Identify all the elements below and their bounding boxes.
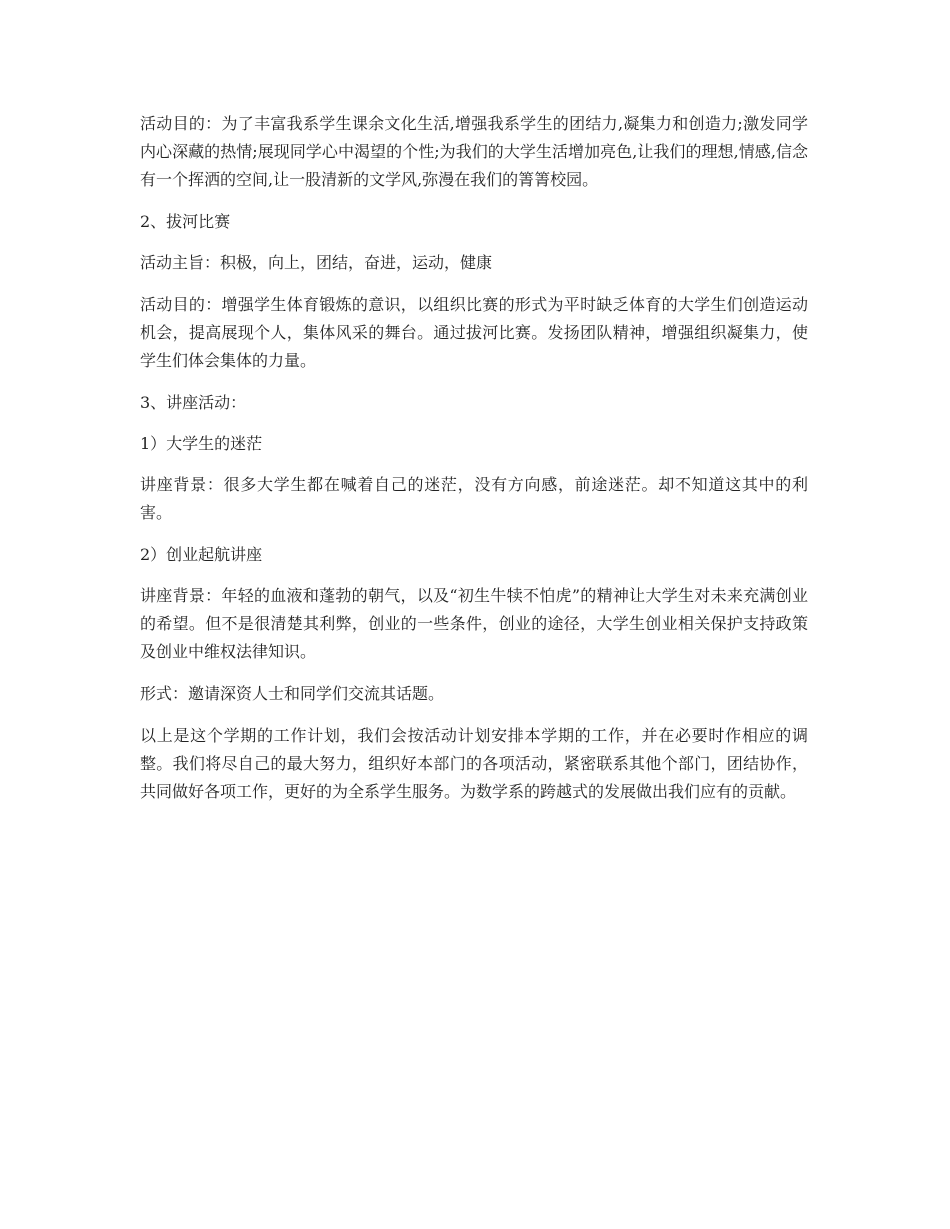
paragraph-activity-purpose-culture: 活动目的：为了丰富我系学生课余文化生活,增强我系学生的团结力,凝集力和创造力;激发同学内心深藏的热情;展现同学心中渴望的个性;为我们的大学生活增加亮色,让我们的理想,情感,信念有一个挥洒的空间,让一股清新的文学风,弥漫在我们的箐箐校园。 (140, 114, 808, 189)
paragraph-format: 形式：邀请深资人士和同学们交流其话题。 (140, 684, 445, 703)
heading-entrepreneurship-lecture: 2）创业起航讲座 (140, 545, 263, 564)
paragraph-activity-purpose-sports: 活动目的：增强学生体育锻炼的意识，以组织比赛的形式为平时缺乏体育的大学生们创造运动机会，提高展现个人，集体风采的舞台。通过拔河比赛。发扬团队精神，增强组织凝集力，使学生们体会集体的力量。 (140, 295, 808, 370)
document-body (140, 110, 808, 820)
paragraph-lecture-background-entrepreneurship: 讲座背景：年轻的血液和蓬勃的朝气，以及“初生牛犊不怕虎”的精神让大学生对未来充满创业的希望。但不是很清楚其利弊，创业的一些条件，创业的途径，大学生创业相关保护支持政策及创业中维权法律知识。 (140, 586, 808, 661)
heading-student-confusion: 1）大学生的迷茫 (140, 434, 263, 453)
paragraph-lecture-background-confusion: 讲座背景：很多大学生都在喊着自己的迷茫，没有方向感，前途迷茫。却不知道这其中的利害。 (140, 475, 808, 522)
paragraph-conclusion: 以上是这个学期的工作计划，我们会按活动计划安排本学期的工作，并在必要时作相应的调整。我们将尽自己的最大努力，组织好本部门的各项活动，紧密联系其他个部门，团结协作，共同做好各项工作，更好的为全系学生服务。为数学系的跨越式的发展做出我们应有的贡献。 (140, 726, 808, 801)
paragraph-activity-theme: 活动主旨：积极，向上，团结，奋进，运动，健康 (140, 253, 493, 272)
heading-tug-of-war: 2、拔河比赛 (140, 212, 231, 231)
heading-lecture-activities: 3、讲座活动： (140, 393, 247, 412)
